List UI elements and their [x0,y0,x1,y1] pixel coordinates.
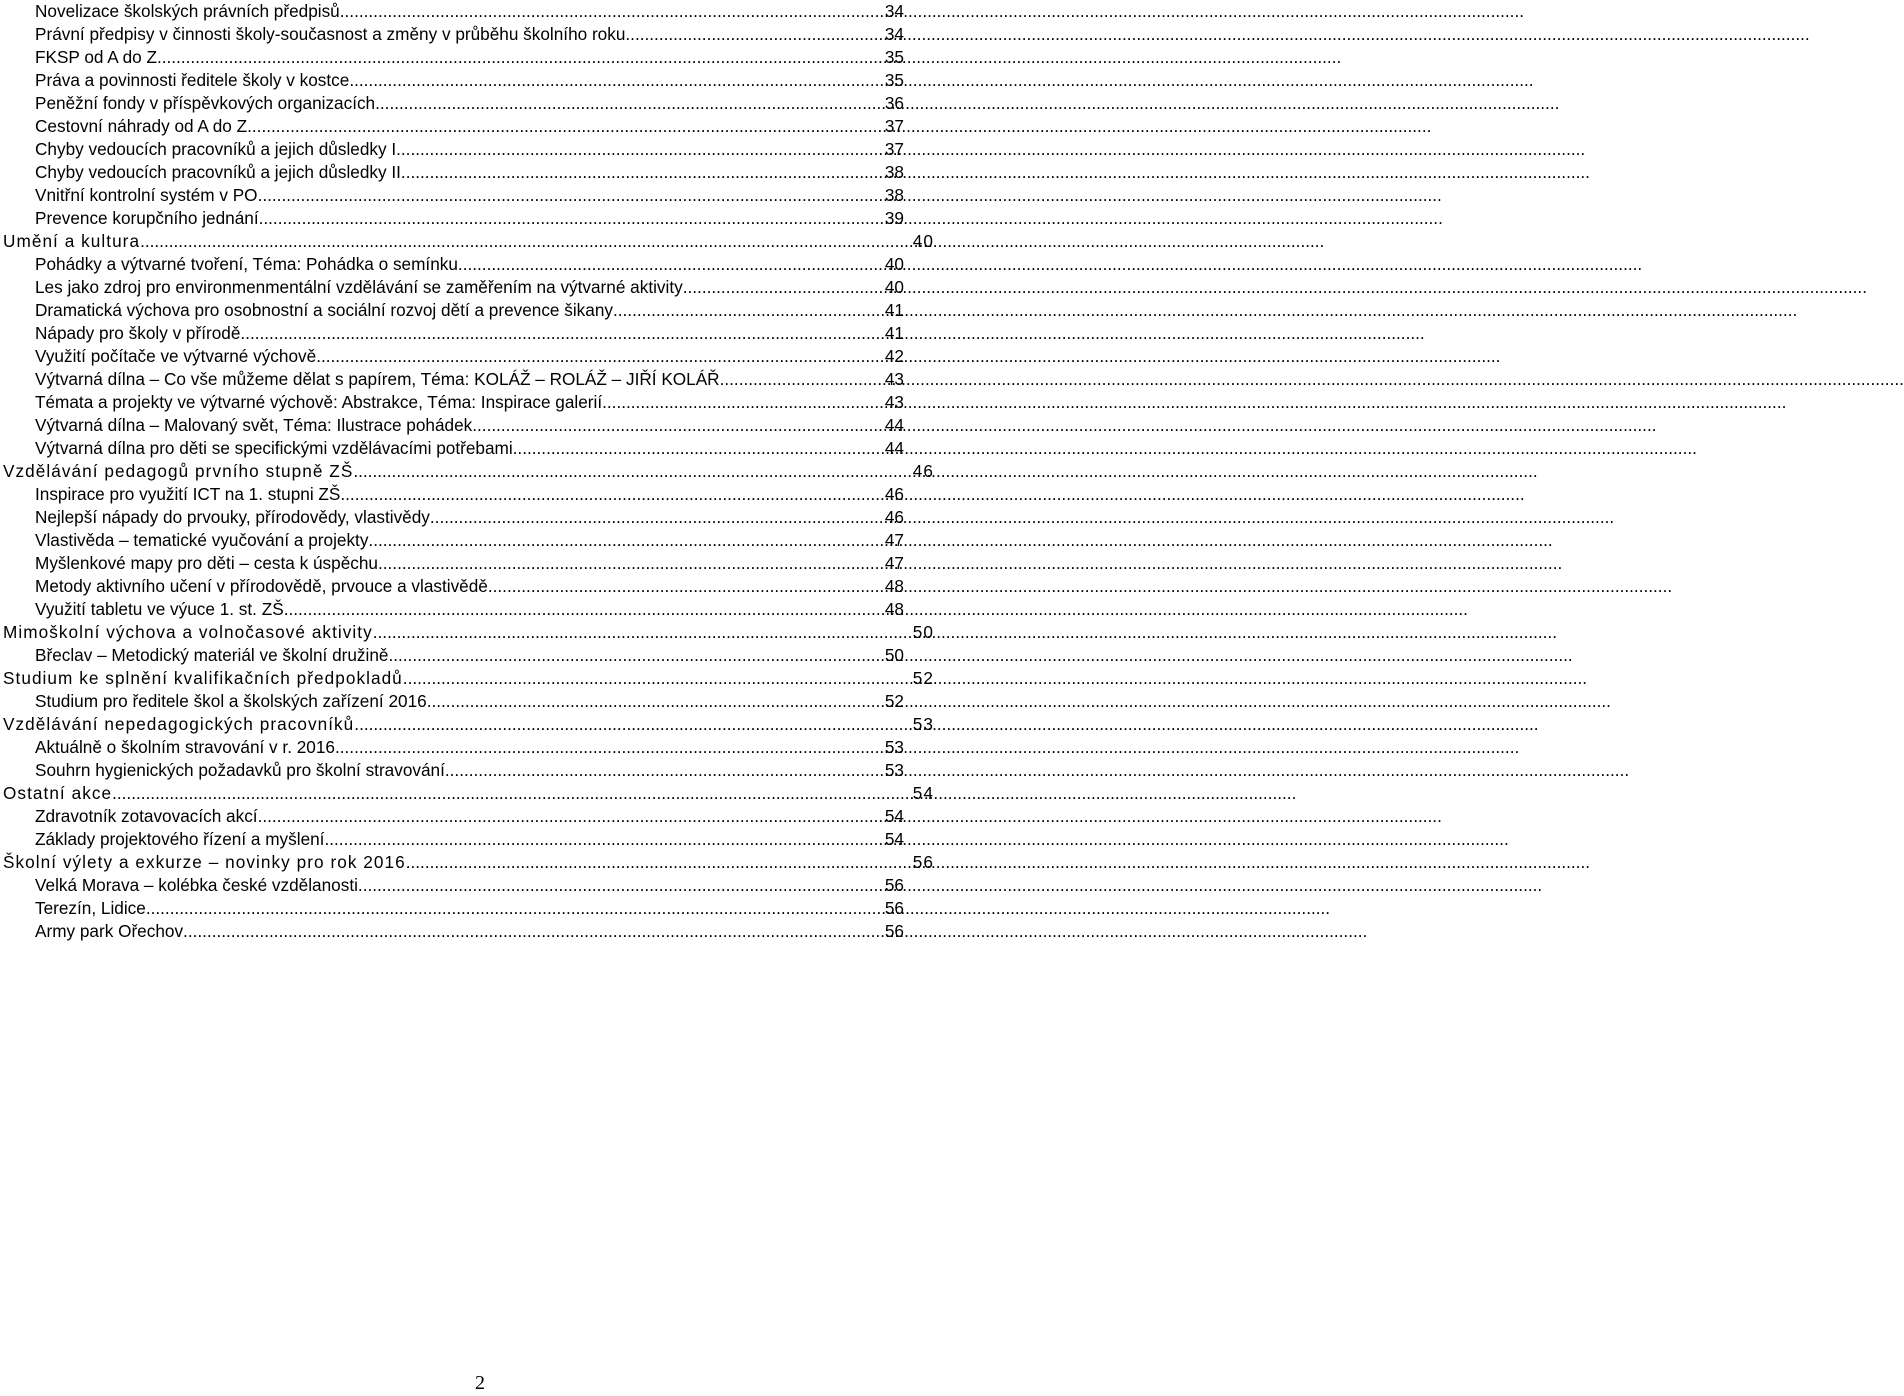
toc-dot-leader [406,161,885,184]
toc-dot-leader [157,46,885,69]
toc-dot-leader [375,92,885,115]
toc-section-entry[interactable] [0,782,960,805]
toc-dot-leader [683,276,885,299]
toc-dot-leader [183,920,885,943]
toc-entry-title: Vzdělávání nepedagogických pracovníků [3,714,355,734]
toc-dot-leader [358,874,885,897]
toc-entry[interactable] [0,368,960,391]
toc-entry[interactable] [0,276,960,299]
toc-dot-leader [353,460,912,483]
toc-entry-page: 38 [884,185,904,205]
toc-entry-title: Mimoškolní výchova a volnočasové aktivity [3,622,373,642]
toc-entry-title: Myšlenkové mapy pro děti – cesta k úspěchu [35,553,378,573]
toc-entry[interactable] [0,138,960,161]
toc-entry-title: Les jako zdroj pro environmenmentální vzdělávání se zaměřením na výtvarné aktivity [35,277,683,297]
toc-entry-title: Chyby vedoucích pracovníků a jejich důsledky I. [35,139,401,159]
toc-entry-page: 35 [884,70,904,90]
toc-entry[interactable] [0,529,960,552]
toc-entry-page: 43 [884,392,904,412]
page-number: 2 [475,1372,485,1394]
toc-entry-title: Právní předpisy v činnosti školy-současnost a změny v průběhu školního roku [35,24,626,44]
toc-section-entry[interactable] [0,621,960,644]
toc-dot-leader [430,506,885,529]
toc-section-entry[interactable] [0,667,960,690]
toc-entry[interactable] [0,69,960,92]
toc-entry-page: 35 [884,47,904,67]
toc-entry[interactable] [0,598,960,621]
toc-dot-leader [247,115,885,138]
toc-dot-leader [472,414,885,437]
toc-entry-page: 53 [912,714,934,734]
toc-entry-title: Vlastivěda – tematické vyučování a projekty [35,530,369,550]
toc-entry-page: 40 [912,231,934,251]
toc-dot-leader [140,230,913,253]
toc-entry-page: 53 [884,760,904,780]
toc-entry-page: 44 [884,415,904,435]
toc-entry[interactable] [0,920,960,943]
toc-dot-leader [324,828,884,851]
toc-entry-title: Dramatická výchova pro osobnostní a sociální rozvoj dětí a prevence šikany [35,300,613,320]
toc-entry[interactable] [0,483,960,506]
toc-entry[interactable] [0,897,960,920]
toc-entry-title: Novelizace školských právních předpisů [35,1,340,21]
toc-entry-title: Velká Morava – kolébka české vzdělanosti [35,875,358,895]
toc-entry[interactable] [0,506,960,529]
toc-entry-title: Peněžní fondy v příspěvkových organizacích [35,93,376,113]
toc-entry-title: Terezín, Lidice [35,898,146,918]
toc-entry-title: Vnitřní kontrolní systém v PO [35,185,258,205]
toc-entry-page: 41 [884,323,904,343]
toc-entry-page: 46 [912,461,934,481]
toc-entry[interactable] [0,414,960,437]
toc-entry-page: 56 [884,875,904,895]
toc-entry-page: 44 [884,438,904,458]
toc-entry-page: 36 [884,93,904,113]
toc-section-entry[interactable] [0,460,960,483]
toc-entry-title: Pohádky a výtvarné tvoření, Téma: Pohádka o semínku [35,254,458,274]
toc-dot-leader [427,690,885,713]
table-of-contents [0,0,960,943]
toc-dot-leader [401,138,885,161]
toc-entry-page: 50 [884,645,904,665]
toc-entry[interactable] [0,115,960,138]
toc-entry[interactable] [0,575,960,598]
toc-dot-leader [368,529,884,552]
toc-entry-page: 42 [884,346,904,366]
toc-dot-leader [373,621,913,644]
toc-dot-leader [258,805,885,828]
toc-entry[interactable] [0,207,960,230]
toc-dot-leader [488,575,885,598]
toc-entry-page: 52 [912,668,934,688]
toc-entry[interactable] [0,437,960,460]
toc-entry-title: Nejlepší nápady do prvouky, přírodovědy, vlastivědy [35,507,430,527]
toc-dot-leader [112,782,913,805]
toc-entry-title: Studium ke splnění kvalifikačních předpokladů [3,668,403,688]
toc-entry-title: Prevence korupčního jednání [35,208,259,228]
toc-dot-leader [354,713,912,736]
toc-dot-leader [146,897,885,920]
toc-entry-title: Chyby vedoucích pracovníků a jejich důsledky II. [35,162,406,182]
toc-entry[interactable] [0,161,960,184]
toc-dot-leader [388,644,884,667]
toc-entry-page: 56 [884,898,904,918]
toc-entry-page: 39 [884,208,904,228]
toc-entry[interactable] [0,92,960,115]
toc-entry-title: Využití tabletu ve výuce 1. st. ZŠ [35,599,284,619]
toc-entry-page: 38 [884,162,904,182]
toc-dot-leader [720,368,885,391]
toc-entry-title: Zdravotník zotavovacích akcí [35,806,258,826]
toc-entry-title: Využití počítače ve výtvarné výchově [35,346,317,366]
toc-entry-title: Studium pro ředitele škol a školských zařízení 2016 [35,691,427,711]
toc-entry-title: Metody aktivního učení v přírodovědě, prvouce a vlastivědě [35,576,488,596]
toc-entry-page: 53 [884,737,904,757]
toc-entry-page: 54 [912,783,934,803]
toc-entry-title: Army park Ořechov [35,921,184,941]
toc-entry-title: Ostatní akce [3,783,113,803]
toc-entry[interactable] [0,552,960,575]
toc-entry[interactable] [0,391,960,414]
toc-section-entry[interactable] [0,851,960,874]
toc-entry-page: 56 [884,921,904,941]
toc-entry-title: Cestovní náhrady od A do Z [35,116,248,136]
toc-entry-page: 46 [884,484,904,504]
toc-dot-leader [316,345,885,368]
toc-entry[interactable] [0,736,960,759]
toc-entry-title: Inspirace pro využití ICT na 1. stupni ZŠ [35,484,341,504]
toc-dot-leader [403,667,913,690]
toc-dot-leader [284,598,885,621]
toc-entry-title: FKSP od A do Z [35,47,157,67]
toc-entry-title: Výtvarná dílna – Malovaný svět, Téma: Ilustrace pohádek [35,415,473,435]
toc-dot-leader [458,253,885,276]
toc-dot-leader [445,759,885,782]
toc-entry-title: Vzdělávání pedagogů prvního stupně ZŠ [3,461,354,481]
toc-entry[interactable] [0,874,960,897]
toc-dot-leader [613,299,885,322]
toc-entry-page: 54 [884,806,904,826]
toc-entry-page: 48 [884,599,904,619]
toc-entry-page: 47 [884,553,904,573]
toc-entry-page: 37 [884,139,904,159]
toc-entry-page: 34 [884,24,904,44]
toc-entry-title: Souhrn hygienických požadavků pro školní stravování [35,760,445,780]
toc-entry-page: 52 [884,691,904,711]
toc-entry[interactable] [0,805,960,828]
toc-entry[interactable] [0,0,960,23]
toc-entry-page: 40 [884,277,904,297]
toc-entry-title: Břeclav – Metodický materiál ve školní družině [35,645,389,665]
toc-entry-title: Aktuálně o školním stravování v r. 2016 [35,737,335,757]
toc-entry[interactable] [0,322,960,345]
toc-entry-page: 48 [884,576,904,596]
toc-dot-leader [259,207,885,230]
toc-dot-leader [240,322,884,345]
toc-entry[interactable] [0,23,960,46]
toc-dot-leader [625,23,884,46]
toc-entry-title: Výtvarná dílna – Co vše můžeme dělat s papírem, Téma: KOLÁŽ – ROLÁŽ – JIŘÍ KOLÁŘ [35,369,720,389]
toc-section-entry[interactable] [0,230,960,253]
toc-entry[interactable] [0,345,960,368]
toc-entry-title: Témata a projekty ve výtvarné výchově: Abstrakce, Téma: Inspirace galerií [35,392,603,412]
toc-entry[interactable] [0,828,960,851]
toc-section-entry[interactable] [0,713,960,736]
toc-entry-page: 43 [884,369,904,389]
toc-entry-title: Nápady pro školy v přírodě [35,323,241,343]
toc-entry[interactable] [0,644,960,667]
toc-entry-page: 47 [884,530,904,550]
toc-entry-page: 34 [884,1,904,21]
toc-entry[interactable] [0,46,960,69]
toc-entry-title: Školní výlety a exkurze – novinky pro rok 2016 [3,852,406,872]
toc-entry[interactable] [0,253,960,276]
toc-dot-leader [335,736,885,759]
toc-dot-leader [602,391,885,414]
toc-dot-leader [378,552,885,575]
toc-entry-page: 46 [884,507,904,527]
toc-entry-page: 37 [884,116,904,136]
toc-dot-leader [258,184,885,207]
toc-entry-page: 40 [884,254,904,274]
toc-entry[interactable] [0,184,960,207]
toc-dot-leader [340,483,885,506]
toc-entry-title: Základy projektového řízení a myšlení [35,829,325,849]
toc-dot-leader [340,0,885,23]
toc-dot-leader [513,437,885,460]
toc-entry-title: Práva a povinnosti ředitele školy v kostce [35,70,350,90]
toc-dot-leader [349,69,885,92]
toc-entry-title: Výtvarná dílna pro děti se specifickými vzdělávacími potřebami [35,438,513,458]
toc-entry-page: 50 [912,622,934,642]
toc-entry[interactable] [0,690,960,713]
toc-entry[interactable] [0,299,960,322]
toc-entry-page: 56 [912,852,934,872]
toc-entry-page: 41 [884,300,904,320]
toc-entry-page: 54 [884,829,904,849]
toc-dot-leader [406,851,913,874]
toc-entry[interactable] [0,759,960,782]
toc-entry-title: Umění a kultura [3,231,141,251]
